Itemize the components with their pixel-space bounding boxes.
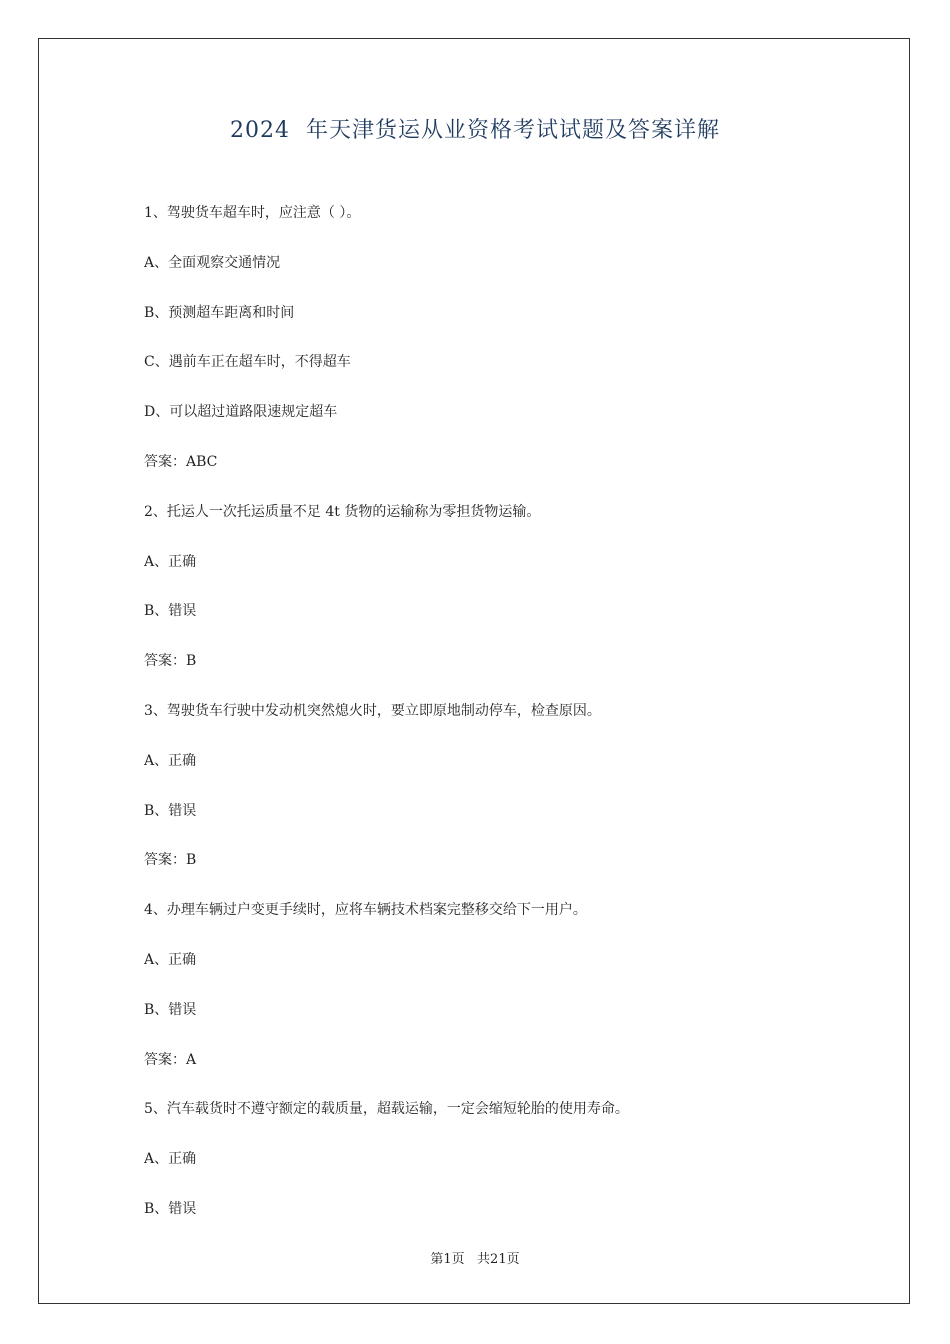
option-5b: B、错误 [144,1200,197,1217]
option-3a: A、正确 [144,752,197,769]
page-footer: 第1页 共21页 [430,1252,520,1267]
option-4b: B、错误 [144,1001,197,1018]
answer-1: 答案：ABC [144,453,218,470]
option-2b: B、错误 [144,603,197,620]
option-1d: D、可以超过道路限速规定超车 [144,404,338,421]
answer-4: 答案：A [144,1051,197,1068]
option-3b: B、错误 [144,802,197,819]
question-1: 1、驾驶货车超车时，应注意（ ）。 [144,205,361,221]
question-5: 5、汽车载货时不遵守额定的载质量，超载运输，一定会缩短轮胎的使用寿命。 [144,1101,629,1118]
answer-2: 答案：B [144,653,197,670]
option-1a: A、全面观察交通情况 [144,254,281,271]
question-4: 4、办理车辆过户变更手续时，应将车辆技术档案完整移交给下一用户。 [144,902,587,919]
option-2a: A、正确 [144,553,197,570]
question-list [144,202,844,1248]
option-1b: B、预测超车距离和时间 [144,304,295,321]
option-4a: A、正确 [144,951,197,968]
question-2: 2、托运人一次托运质量不足 4t 货物的运输称为零担货物运输。 [144,503,541,520]
answer-3: 答案：B [144,852,197,869]
document-title: 2024 年天津货运从业资格考试试题及答案详解 [230,118,720,143]
option-5a: A、正确 [144,1151,197,1168]
option-1c: C、遇前车正在超车时，不得超车 [144,354,351,371]
question-3: 3、驾驶货车行驶中发动机突然熄火时，要立即原地制动停车，检查原因。 [144,702,601,719]
